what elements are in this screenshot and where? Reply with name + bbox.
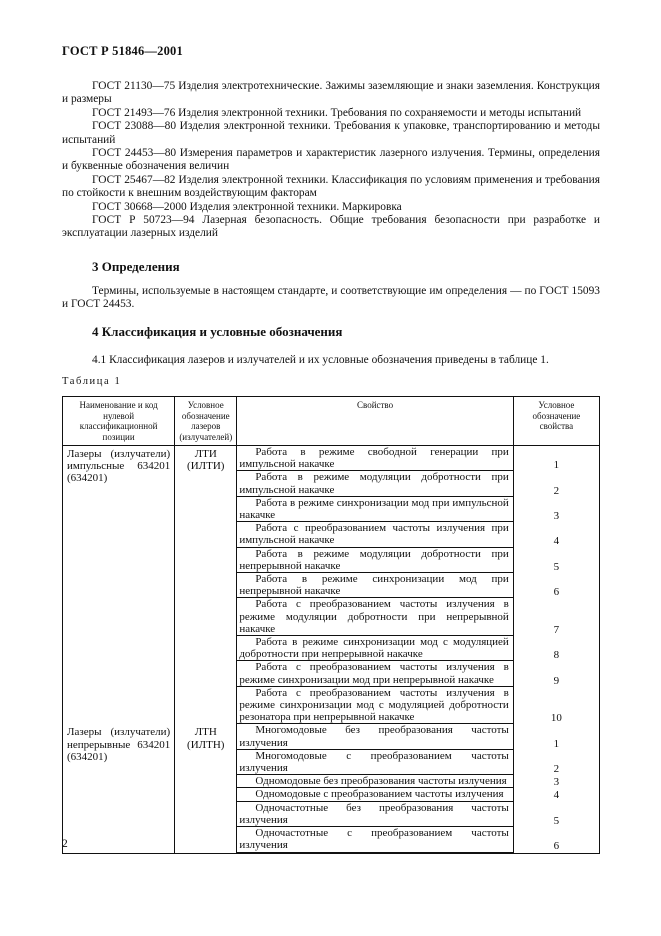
property-item — [237, 661, 513, 686]
table-body — [63, 446, 600, 854]
reference-item: ГОСТ 25467—82 Изделия электронной техники. Классификация по условиям применения и требования по стойкости к внешним воздействующим факторам — [62, 173, 600, 200]
property-item — [237, 687, 513, 725]
property-code — [514, 573, 599, 598]
property-text: Работа в режиме синхронизации мод при непрерывной накачке — [239, 573, 509, 598]
property-code — [514, 750, 599, 775]
group-name: Лазеры (излучатели) импульсные 634201 (634201) — [67, 448, 171, 485]
property-text: Одночастотные с преобразованием частоты излучения — [239, 827, 509, 852]
property-code-value: 6 — [553, 840, 560, 853]
table-header-row — [63, 397, 600, 446]
property-code — [514, 802, 599, 827]
property-code-value: 1 — [553, 459, 560, 472]
property-code-value: 4 — [553, 535, 560, 548]
property-item — [237, 471, 513, 496]
property-item — [237, 636, 513, 661]
property-code — [514, 522, 599, 547]
section-4-text: 4.1 Классификация лазеров и излучателей и их условные обозначения приведены в таблице 1. — [92, 354, 549, 366]
reference-item: ГОСТ 23088—80 Изделия электронной техники. Требования к упаковке, транспортированию и методы испытаний — [62, 120, 600, 146]
property-code — [514, 827, 599, 852]
property-code — [514, 446, 599, 471]
property-text: Работа с преобразованием частоты излучения в режиме модуляции добротности при непрерывной накачке — [239, 598, 509, 635]
reference-item: ГОСТ Р 50723—94 Лазерная безопасность. Общие требования безопасности при разработке и эксплуатации лазерных изделий — [62, 214, 600, 240]
property-code — [514, 687, 599, 725]
property-text: Работа с преобразованием частоты излучения при импульсной накачке — [239, 522, 509, 547]
reference-item: ГОСТ 21493—76 Изделия электронной техники. Требования по сохраняемости и методы испытаний — [92, 106, 582, 119]
section-3-text: Термины, используемые в настоящем стандарте, и соответствующие им определения — по ГОСТ 15093 и ГОСТ 24453. — [62, 285, 600, 311]
properties-cell — [237, 724, 514, 853]
property-code — [514, 548, 599, 573]
property-text: Работа в режиме модуляции добротности при непрерывной накачке — [239, 547, 509, 572]
reference-item: ГОСТ 30668—2000 Изделия электронной техники. Маркировка — [92, 200, 402, 213]
property-item — [237, 788, 513, 801]
property-code-value: 4 — [553, 789, 560, 802]
section-4-title: 4 Классификация и условные обозначения — [92, 324, 343, 339]
property-code-value: 3 — [553, 510, 560, 523]
property-item — [237, 750, 513, 775]
group-name: Лазеры (излучатели) непрерывные 634201 (634201) — [67, 726, 171, 763]
header-name: Наименование и код нулевой классификационной позиции — [63, 397, 175, 446]
table-caption: Таблица 1 — [62, 376, 122, 387]
property-code-value: 7 — [553, 623, 560, 636]
property-text: Одномодовые с преобразованием частоты излучения — [255, 788, 504, 801]
header-property-code: Условное обозначение свойства — [513, 397, 599, 446]
table-row — [63, 446, 600, 725]
property-text: Работа в режиме модуляции добротности при импульсной накачке — [239, 471, 509, 496]
group-name-cell — [63, 446, 175, 725]
reference-item: ГОСТ 24453—80 Измерения параметров и характеристик лазерного излучения. Термины, определения и буквенные обозначения величин — [62, 147, 600, 173]
property-code-value: 8 — [553, 649, 560, 662]
group-name-cell — [63, 724, 175, 853]
property-item — [237, 573, 513, 598]
property-item — [237, 775, 513, 788]
property-code — [514, 636, 599, 661]
property-text: Многомодовые с преобразованием частоты излучения — [239, 749, 509, 775]
property-text: Работа с преобразованием частоты излучения в режиме синхронизации мод с модуляцией добротности резонатора при непрерывной накачке — [239, 686, 509, 724]
property-code — [514, 775, 599, 788]
property-item — [237, 598, 513, 636]
property-item — [237, 724, 513, 749]
property-code-value: 2 — [553, 763, 560, 776]
property-text: Одномодовые без преобразования частоты излучения — [255, 775, 507, 788]
reference-item: ГОСТ 21130—75 Изделия электротехнические. Зажимы заземляющие и знаки заземления. Конструкция и размеры — [62, 80, 600, 106]
property-item — [237, 827, 513, 852]
property-code-value: 6 — [553, 586, 560, 599]
property-item — [237, 802, 513, 827]
group-code-cell — [175, 724, 237, 853]
property-text: Работа с преобразованием частоты излучения в режиме синхронизации мод при непрерывной накачке — [239, 661, 509, 686]
property-code-value: 3 — [553, 776, 560, 789]
property-text: Работа в режиме свободной генерации при импульсной накачке — [239, 446, 509, 471]
property-code — [514, 788, 599, 801]
property-code-value: 1 — [553, 737, 560, 750]
header-designation: Условное обозначение лазеров (излучателей) — [175, 397, 237, 446]
property-code-value: 9 — [553, 674, 560, 687]
property-codes-cell — [513, 724, 599, 853]
property-text: Работа в режиме синхронизации мод при импульсной накачке — [239, 496, 509, 522]
property-item — [237, 548, 513, 573]
references-list — [62, 80, 600, 241]
property-code — [514, 661, 599, 686]
property-code — [514, 471, 599, 496]
group-code-cell — [175, 446, 237, 725]
property-text: Многомодовые без преобразования частоты излучения — [239, 724, 509, 749]
document-header: ГОСТ Р 51846—2001 — [62, 44, 183, 58]
property-item — [237, 446, 513, 471]
property-code-value: 2 — [553, 484, 560, 497]
property-code-value: 5 — [553, 560, 560, 573]
property-codes-cell — [513, 446, 599, 725]
property-code — [514, 497, 599, 522]
classification-table — [62, 396, 600, 854]
properties-cell — [237, 446, 514, 725]
property-code-value: 10 — [550, 712, 562, 725]
property-item — [237, 497, 513, 522]
property-text: Работа в режиме синхронизации мод с модуляцией добротности при непрерывной накачке — [239, 636, 509, 661]
table-row — [63, 724, 600, 853]
property-item — [237, 522, 513, 547]
property-code-value: 5 — [553, 814, 560, 827]
header-property: Свойство — [237, 397, 514, 446]
group-designation: ЛТИ (ИЛТИ) — [187, 448, 225, 473]
property-code — [514, 724, 599, 749]
property-text: Одночастотные без преобразования частоты излучения — [239, 801, 509, 826]
group-designation: ЛТН (ИЛТН) — [187, 726, 225, 751]
section-3-title: 3 Определения — [92, 259, 180, 274]
property-code — [514, 598, 599, 636]
page-number: 2 — [62, 838, 68, 850]
